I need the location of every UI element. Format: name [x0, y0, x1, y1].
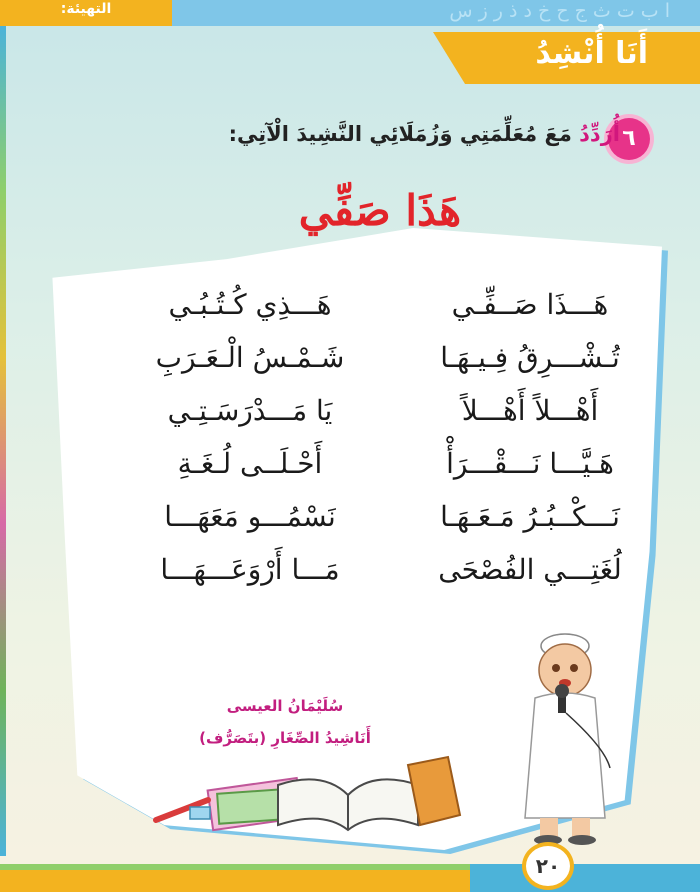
poem-title: هَذَا صَفِّي — [298, 186, 462, 235]
poem-author: سُلَيْمَانُ العيسى — [226, 697, 344, 715]
poem-line — [130, 447, 650, 497]
warmup-label: التهيئة: — [60, 1, 112, 17]
footer-blue-section — [470, 864, 700, 892]
poem-line-right: تُـشْـــرِقُ فِـيـهَـا — [440, 341, 620, 374]
poem-line-left: نَسْمُـــو مَعَهَـــا — [164, 500, 336, 533]
poem-line-left: مَـــا أَرْوَعَـــهَـــا — [160, 553, 340, 586]
poem-line — [130, 288, 650, 338]
page-number: ٢٠ — [522, 842, 574, 890]
alphabet-strip: ا ب ت ث ج ح خ د ذ ر ز س — [449, 0, 670, 22]
exercise-number-badge: ٦ — [608, 118, 650, 160]
poem-line — [130, 553, 650, 603]
boy-singing-illustration — [510, 628, 620, 848]
instruction-text — [200, 122, 620, 146]
poem-source: أَنَاشِيدُ الصِّغَارِ (بتَصَرُّف) — [199, 729, 371, 747]
instruction-verb: أُرَدِّدُ — [579, 122, 620, 146]
section-title: أَنَا أُنْشِدُ — [535, 36, 648, 71]
poem-line-right: لُغَتِـــي الفُصْحَى — [438, 553, 622, 586]
left-color-edge — [0, 26, 6, 856]
poem-line — [130, 341, 650, 391]
poem-line-right: هَـــذَا صَــفِّـي — [451, 288, 609, 321]
poem-line-left: هَـــذِي كُـتُـبُـي — [168, 288, 332, 321]
instruction-body: مَعَ مُعَلِّمَتِي وَزُمَلَائِي النَّشِيدَ الْآتِي: — [228, 122, 572, 146]
poem-line-right: أَهْـــلاً أَهْـــلاً — [461, 394, 599, 427]
books-illustration — [148, 745, 468, 835]
poem-line-left: أَحْـلَــى لُـغَـةِ — [177, 447, 323, 480]
footer-stripe — [0, 864, 470, 870]
poem-line-left: يَا مَـــدْرَسَـتِـي — [167, 394, 333, 427]
poem-line-left: شَـمْـسُ الْـعَـرَبِ — [155, 341, 345, 374]
warmup-tab — [0, 0, 172, 26]
poem-line — [130, 394, 650, 444]
poem-line-right: نَـــكْــبُـرُ مَـعَـهَـا — [440, 500, 620, 533]
poem-line-right: هَـيَّـــا نَـــقْـــرَأْ — [446, 447, 614, 480]
poem-line — [130, 500, 650, 550]
